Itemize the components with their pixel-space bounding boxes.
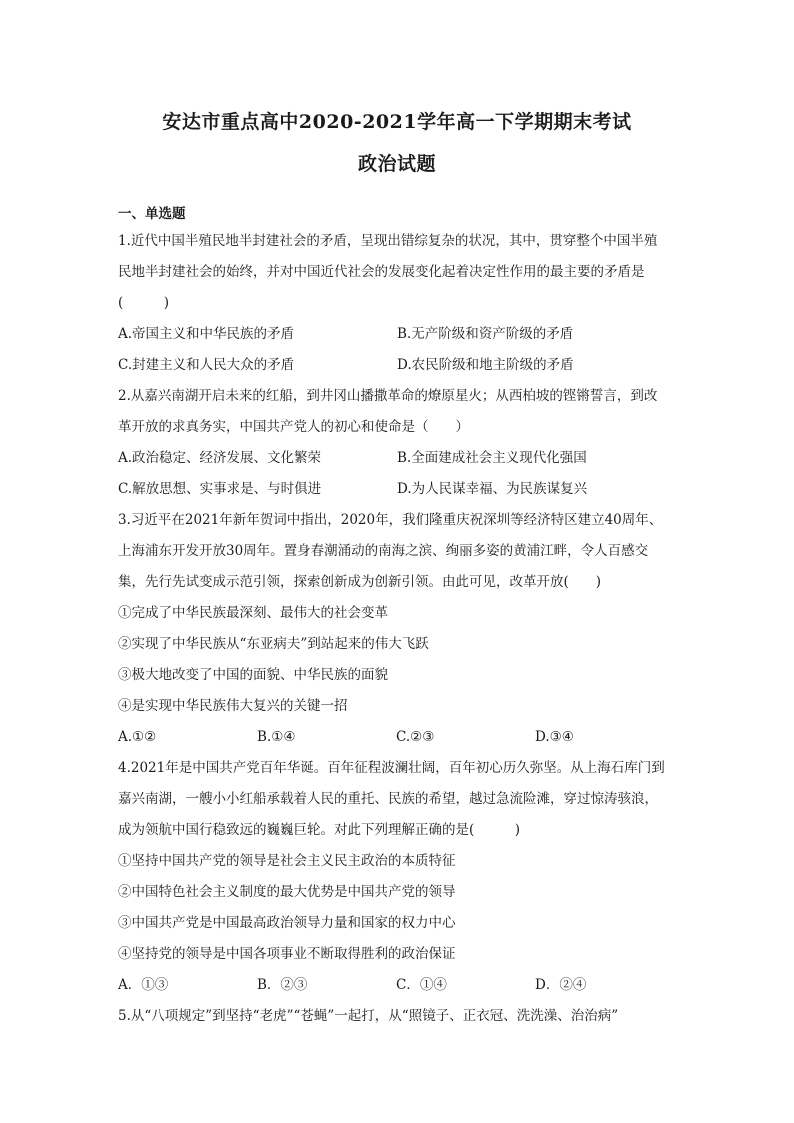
option-d: D.为人民谋幸福、为民族谋复兴: [397, 481, 588, 497]
statement-item: ④坚持党的领导是中国各项事业不断取得胜利的政治保证: [118, 946, 456, 962]
question-text-line: 革开放的求真务实，中国共产党人的初心和使命是（ ）: [118, 419, 469, 435]
question-text-line: 2.从嘉兴南湖开启未来的红船，到井冈山播撒革命的燎原星火；从西柏坡的铿锵誓言，到改: [118, 388, 658, 404]
question-text-line: 4.2021年是中国共产党百年华诞。百年征程波澜壮阔，百年初心历久弥坚。从上海石库门到: [118, 760, 665, 776]
option-d: D.③④: [535, 729, 574, 745]
answer-options: [118, 722, 688, 753]
option-d: D．②④: [535, 977, 587, 993]
option-c: C.②③: [396, 729, 435, 745]
answer-options: [118, 319, 688, 350]
answer-options: [118, 970, 688, 1001]
option-d: D.农民阶级和地主阶级的矛盾: [397, 357, 574, 373]
question-text-line: 集，先行先试变成示范引领，探索创新成为创新引领。由此可见，改革开放( ): [118, 574, 602, 590]
option-b: B.无产阶级和资产阶级的矛盾: [397, 326, 574, 342]
option-a: A．①③: [118, 977, 169, 993]
question-text-line: ( ): [118, 295, 170, 311]
statement-item: ④是实现中华民族伟大复兴的关键一招: [118, 698, 348, 714]
question-2: [118, 381, 688, 505]
question-text-line: 上海浦东开发开放30周年。置身春潮涌动的南海之滨、绚丽多姿的黄浦江畔，令人百感交: [118, 543, 649, 559]
section-heading: 一、单选题: [118, 206, 186, 222]
statement-item: ②实现了中华民族从“东亚病夫”到站起来的伟大飞跃: [118, 636, 429, 652]
option-c: C.解放思想、实事求是、与时俱进: [118, 481, 322, 497]
question-1: [118, 226, 688, 381]
answer-options: [118, 474, 688, 505]
option-a: A.①②: [118, 729, 157, 745]
option-c: C．①④: [396, 977, 447, 993]
option-c: C.封建主义和人民大众的矛盾: [118, 357, 295, 373]
statement-item: ③中国共产党是中国最高政治领导力量和国家的权力中心: [118, 915, 456, 931]
answer-options: [118, 350, 688, 381]
question-text-line: 3.习近平在2021年新年贺词中指出，2020年，我们隆重庆祝深圳等经济特区建立40周年、: [118, 512, 663, 528]
option-a: A.帝国主义和中华民族的矛盾: [118, 326, 295, 342]
question-5: [118, 1001, 688, 1032]
answer-options: [118, 443, 688, 474]
exam-subject: 政治试题: [357, 153, 436, 175]
option-b: B.全面建成社会主义现代化强国: [397, 450, 587, 466]
question-text-line: 嘉兴南湖，一艘小小红船承载着人民的重托、民族的希望，越过急流险滩，穿过惊涛骇浪，: [118, 791, 658, 807]
exam-title: 安达市重点高中2020-2021学年高一下学期期末考试: [162, 111, 632, 133]
option-b: B．②③: [257, 977, 308, 993]
option-b: B.①④: [257, 729, 296, 745]
statement-item: ①坚持中国共产党的领导是社会主义民主政治的本质特征: [118, 853, 456, 869]
statement-item: ②中国特色社会主义制度的最大优势是中国共产党的领导: [118, 884, 456, 900]
option-a: A.政治稳定、经济发展、文化繁荣: [118, 450, 322, 466]
question-4: [118, 753, 688, 1001]
exam-content: [118, 204, 688, 1032]
statement-item: ①完成了中华民族最深刻、最伟大的社会变革: [118, 605, 388, 621]
statement-item: ③极大地改变了中国的面貌、中华民族的面貌: [118, 667, 388, 683]
question-text-line: 5.从“八项规定”到坚持“老虎”“苍蝇”一起打，从“照镜子、正衣冠、洗洗澡、治治病”: [118, 1008, 619, 1024]
question-text-line: 民地半封建社会的始终，并对中国近代社会的发展变化起着决定性作用的最主要的矛盾是: [118, 264, 645, 280]
question-3: [118, 505, 688, 753]
question-text-line: 成为领航中国行稳致远的巍巍巨轮。对此下列理解正确的是( ): [118, 822, 521, 838]
question-text-line: 1.近代中国半殖民地半封建社会的矛盾，呈现出错综复杂的状况，其中，贯穿整个中国半殖: [118, 233, 658, 249]
